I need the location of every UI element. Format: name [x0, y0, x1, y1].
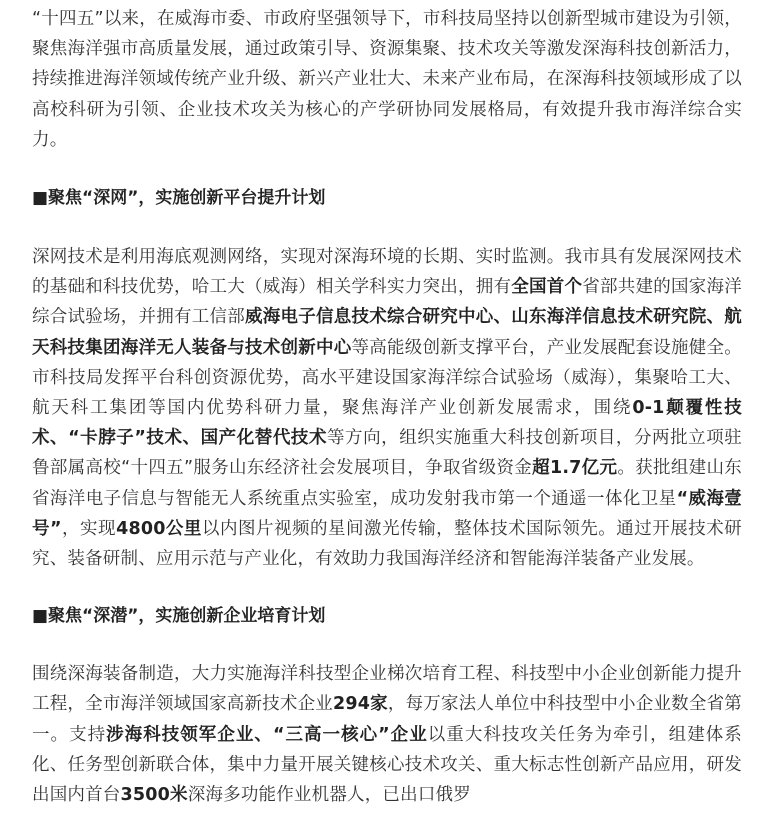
section-paragraph-deep-network [32, 242, 742, 574]
emphasis-text: 超1.7亿元 [532, 458, 618, 479]
emphasis-text: 3500米 [120, 785, 188, 806]
intro-paragraph: “十四五”以来，在威海市委、市政府坚强领导下，市科技局坚持以创新型城市建设为引领，聚焦海洋强市高质量发展，通过政策引导、资源集聚、技术攻关等激发深海科技创新活力，持续推进海洋领域传统产业升级、新兴产业壮大、未来产业布局，在深海科技领域形成了以高校科研为引领、企业技术攻关为核心的产学研协同发展格局，有效提升我市海洋综合实力。 [32, 9, 742, 150]
body-text: ，每万家法人单位中科技型中小企业数全省第一。支持 [32, 694, 742, 745]
body-text: 以重大科技攻关任务为牵引，组建体系化、任务型创新联合体，集中力量开展关键核心技术攻关、重大标志性创新产品应用，研发出国内首台 [32, 724, 742, 806]
body-text: ，实现 [61, 518, 117, 539]
body-text: 以内图片视频的星间激光传输，整体技术国际领先。通过开展技术研究、装备研制、应用示范与产业化，有效助力我国海洋经济和智能海洋装备产业发展。 [32, 518, 743, 570]
body-text: 。获批组建山东省海洋电子信息与智能无人系统重点实验室，成功发射我市第一个通遥一体化卫星 [32, 458, 743, 509]
section-paragraph-deep-dive [32, 659, 742, 810]
section-heading-deep-network: ■聚焦“深网”，实施创新平台提升计划 [32, 188, 326, 209]
body-text: 围绕深海装备制造，大力实施海洋科技型企业梯次培育工程、科技型中小企业创新能力提升工程，全市海洋领域国家高新技术企业 [32, 664, 742, 715]
section-heading-deep-dive: ■聚焦“深潜”，实施创新企业培育计划 [32, 606, 326, 627]
body-text: 深网技术是利用海底观测网络，实现对深海环境的长期、实时监测。我市具有发展深网技术的基础和科技优势，哈工大（威海）相关学科实力突出，拥有 [32, 247, 742, 298]
body-text: 省部共建的国家海洋综合试验场，并拥有工信部 [32, 277, 742, 328]
body-text: 等高能级创新支撑平台，产业发展配套设施健全。市科技局发挥平台科创资源优势，高水平建设国家海洋综合试验场（威海），集聚哈工大、航天科工集团等国内优势科研力量，聚焦海洋产业创新发展需求，围绕 [32, 337, 742, 419]
emphasis-text: 威海电子信息技术综合研究中心、山东海洋信息技术研究院、航天科技集团海洋无人装备与技术创新中心 [32, 307, 742, 358]
emphasis-text: 0-1颠覆性技术、“卡脖子”技术、国产化替代技术 [32, 398, 742, 449]
body-text: 等方向，组织实施重大科技创新项目，分两批立项驻鲁部属高校“十四五”服务山东经济社会发展项目，争取省级资金 [32, 428, 742, 479]
emphasis-text: 294家 [333, 694, 388, 715]
body-text: 深海多功能作业机器人，已出口俄罗 [187, 785, 471, 806]
emphasis-text: “威海壹号” [32, 488, 742, 539]
emphasis-text: 4800公里 [116, 518, 202, 539]
emphasis-text: 涉海科技领军企业、“三高一核心”企业 [106, 724, 428, 745]
emphasis-text: 全国首个 [511, 277, 583, 298]
